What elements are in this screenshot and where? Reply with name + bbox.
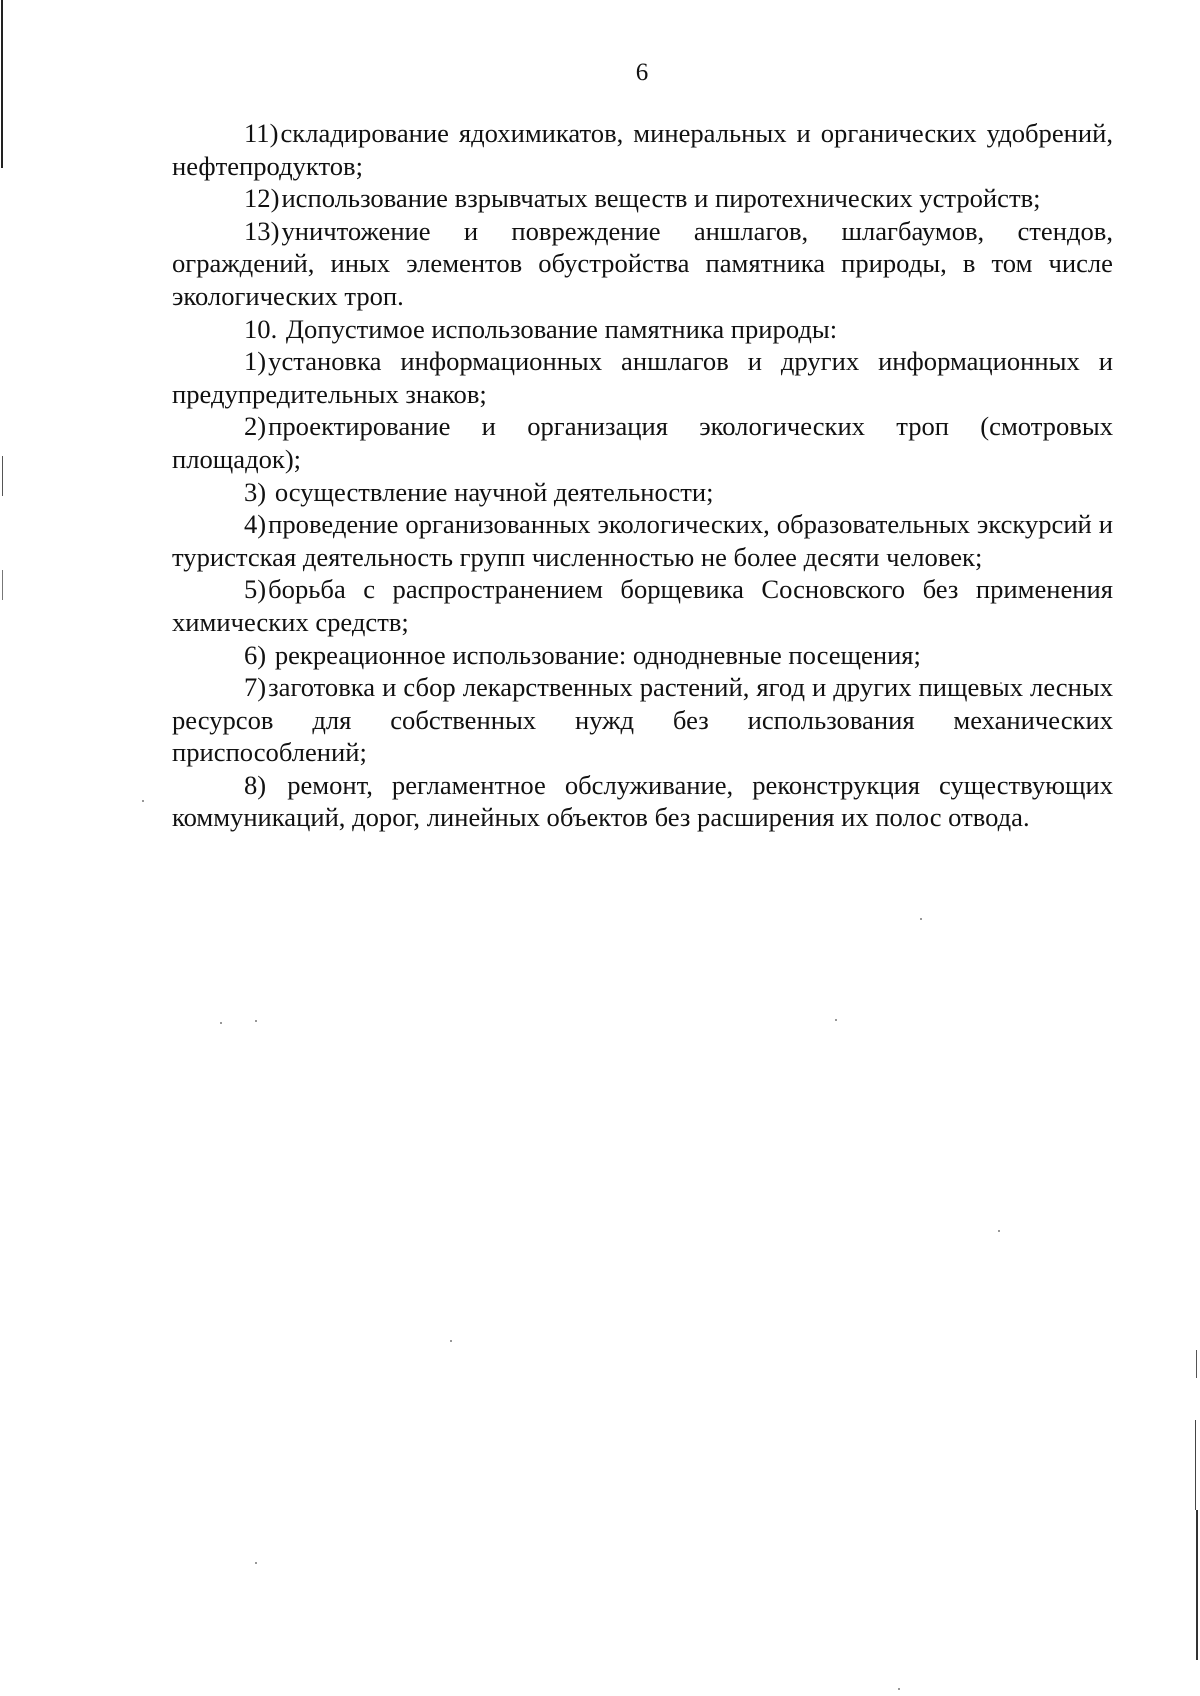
section-number: 10. bbox=[244, 313, 278, 344]
list-item bbox=[172, 508, 1113, 573]
page-number: 6 bbox=[635, 59, 649, 86]
section-text: Допустимое использование памятника природы: bbox=[285, 313, 838, 344]
list-item-number: 6) bbox=[244, 639, 267, 670]
list-item-text: борьба с распространением борщевика Сосновского без применения химических средств; bbox=[172, 574, 1113, 637]
section-heading bbox=[172, 313, 1113, 346]
list-item-number: 2) bbox=[244, 411, 267, 442]
list-item-text: установка информационных аншлагов и других информационных и предупредительных знаков; bbox=[172, 346, 1113, 409]
scan-edge-right-mark bbox=[1195, 1420, 1196, 1510]
list-item-number: 5) bbox=[244, 574, 267, 605]
document-body bbox=[172, 117, 1113, 834]
list-item bbox=[172, 117, 1113, 182]
list-item bbox=[172, 345, 1113, 410]
scan-speck bbox=[898, 1688, 900, 1690]
scan-edge-left-mark bbox=[2, 570, 3, 600]
list-item-number: 13) bbox=[244, 215, 280, 246]
list-item-text: использование взрывчатых веществ и пиротехнических устройств; bbox=[281, 183, 1041, 214]
list-item-text: уничтожение и повреждение аншлагов, шлагбаумов, стендов, ограждений, иных элементов обустройства памятника природы, в том числе экологических троп. bbox=[172, 215, 1113, 311]
list-item-text: проведение организованных экологических, образовательных экскурсий и туристская деятельность групп численностью не более десяти человек; bbox=[172, 509, 1113, 572]
list-item-number: 1) bbox=[244, 346, 267, 377]
list-item bbox=[172, 639, 1113, 672]
list-item-number: 12) bbox=[244, 183, 280, 214]
list-item-number: 4) bbox=[244, 509, 267, 540]
scan-edge-left-mark bbox=[2, 456, 3, 496]
list-item-number: 7) bbox=[244, 672, 267, 703]
list-item bbox=[172, 215, 1113, 313]
list-item bbox=[172, 671, 1113, 769]
list-item bbox=[172, 769, 1113, 834]
scan-speck bbox=[835, 1019, 837, 1021]
list-item-text: складирование ядохимикатов, минеральных и органических удобрений, нефтепродуктов; bbox=[172, 118, 1113, 181]
list-item bbox=[172, 476, 1113, 509]
scan-speck bbox=[998, 1230, 1000, 1232]
list-item bbox=[172, 573, 1113, 638]
list-item-text: ремонт, регламентное обслуживание, реконструкция существующих коммуникаций, дорог, линейных объектов без расширения их полос отвода. bbox=[172, 769, 1113, 833]
scan-speck bbox=[255, 1562, 257, 1564]
scan-edge-right bbox=[1196, 1510, 1198, 1660]
scan-speck bbox=[450, 1340, 452, 1342]
list-item-text: заготовка и сбор лекарственных растений, ягод и других пищевых лесных ресурсов для собственных нужд без использования механических приспособлений; bbox=[172, 672, 1113, 768]
scan-speck bbox=[142, 800, 144, 802]
list-item-number: 8) bbox=[244, 769, 267, 800]
list-item bbox=[172, 410, 1113, 475]
scan-speck bbox=[255, 1020, 257, 1022]
scan-edge-right-mark bbox=[1196, 1350, 1197, 1378]
list-item-number: 11) bbox=[244, 118, 279, 148]
scan-speck bbox=[220, 1022, 222, 1024]
list-item-number: 3) bbox=[244, 476, 267, 507]
list-item bbox=[172, 182, 1113, 215]
list-item-text: проектирование и организация экологических троп (смотровых площадок); bbox=[172, 411, 1113, 474]
list-item-text: рекреационное использование: однодневные посещения; bbox=[274, 639, 921, 670]
scan-speck bbox=[920, 918, 922, 920]
list-item-text: осуществление научной деятельности; bbox=[274, 476, 714, 507]
